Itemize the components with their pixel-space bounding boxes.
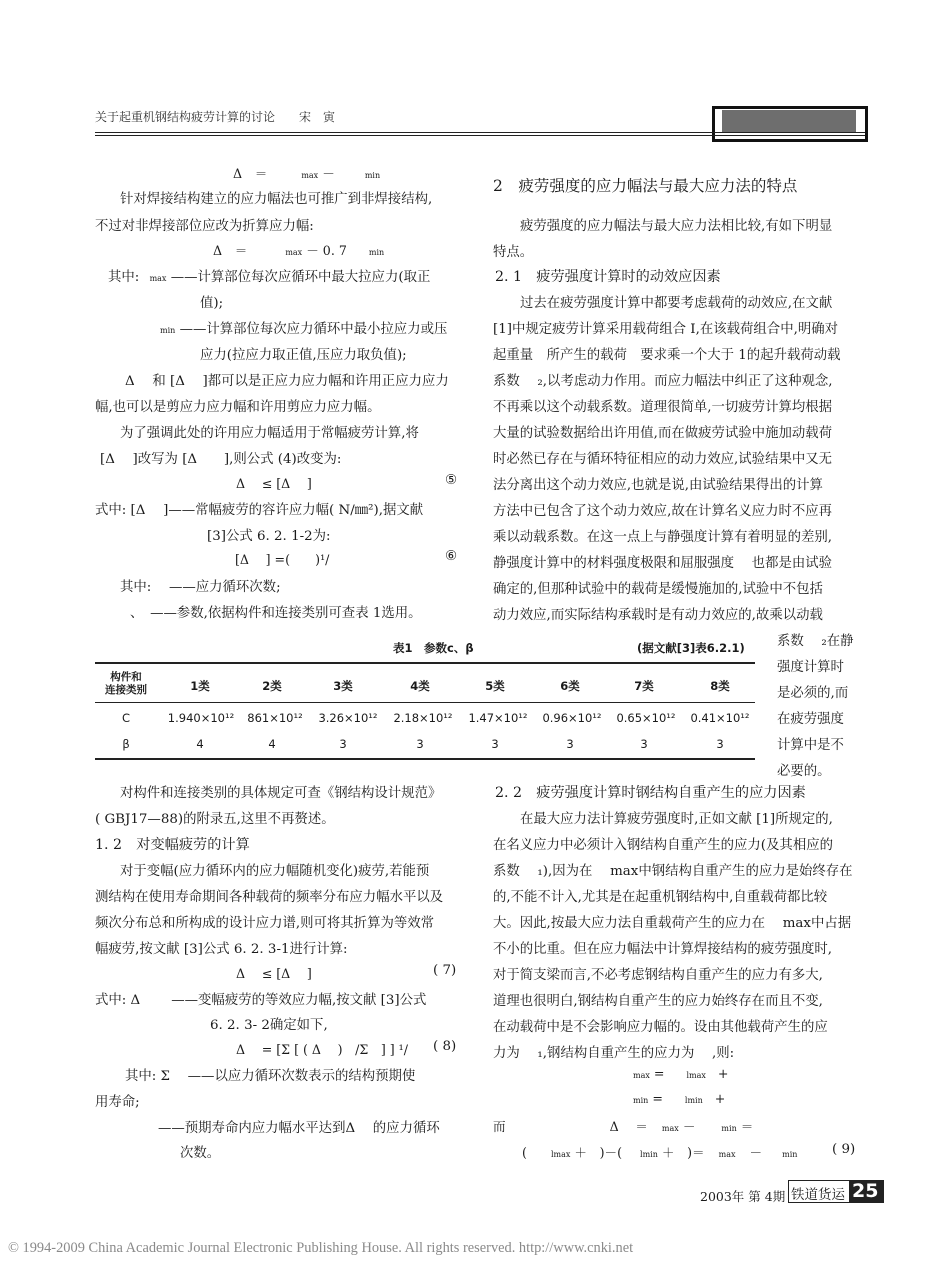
- wrap-line: 必要的。: [777, 764, 831, 779]
- paragraph-line: 在名义应力中必须计入钢结构自重产生的应力(及其相应的: [493, 838, 833, 853]
- formula-part: － 0. 7: [306, 243, 347, 258]
- table-cell: 0.96×10¹²: [542, 711, 602, 725]
- subscript: min: [633, 1096, 649, 1105]
- paragraph-line: 静强度计算中的材料强度极限和屈服强度 也都是由试验: [493, 556, 833, 571]
- where-line: 次数。: [180, 1146, 221, 1161]
- subscript: max: [661, 1124, 679, 1133]
- formula-part: ＋ )－(: [574, 1145, 622, 1160]
- table-cell: 3: [716, 737, 724, 751]
- paragraph-line: 确定的,但那种试验中的载荷是缓慢施加的,试验中不包括: [493, 582, 823, 597]
- subscript: min: [364, 171, 381, 180]
- paragraph-line: [1]中规定疲劳计算采用载荷组合 I,在该载荷组合中,明确对: [493, 322, 839, 337]
- table-header-cell: 构件和 连接类别: [105, 671, 147, 696]
- paragraph-line: 系数 ₂,以考虑动力作用。而应力幅法中纠正了这种观念,: [493, 374, 833, 389]
- where-line: [3]公式 6. 2. 1-2为:: [207, 529, 331, 544]
- equation-number: ⑥: [445, 549, 458, 564]
- formula-part: +: [714, 1091, 726, 1106]
- paragraph-line: 时必然已存在与循环特征相应的动力效应,试验结果中又无: [493, 452, 833, 467]
- table-header-rule: [95, 702, 755, 703]
- where-line: 式中: Δ ——变幅疲劳的等效应力幅,按文献 [3]公式: [95, 993, 427, 1008]
- formula-part: －: [682, 1119, 696, 1134]
- definition-text: 值);: [200, 296, 224, 311]
- formula-part: (: [522, 1145, 527, 1160]
- subscript: lmin: [640, 1150, 658, 1159]
- paragraph-line: 过去在疲劳强度计算中都要考虑载荷的动效应,在文献: [520, 296, 833, 311]
- paragraph-line: 的,不能不计入,尤其是在起重机钢结构中,自重载荷都比较: [493, 890, 828, 905]
- paragraph-line: 在动载荷中是不会影响应力幅的。设由其他载荷产生的应: [493, 1020, 828, 1035]
- subscript: max: [718, 1150, 736, 1159]
- running-header: 关于起重机钢结构疲劳计算的讨论 宋 寅: [95, 110, 336, 124]
- table-row-label: C: [121, 711, 131, 725]
- paragraph-line: 法分离出这个动力效应,也就是说,由试验结果得出的计算: [493, 478, 823, 493]
- equation-number: ⑤: [445, 473, 458, 488]
- table-cell: 1.940×10¹²: [167, 711, 235, 725]
- where-line: 用寿命;: [95, 1095, 140, 1110]
- table-cell: 4: [268, 737, 276, 751]
- where-line: 、 ——参数,依据构件和连接类别可查表 1选用。: [130, 606, 422, 621]
- formula-5: Δ ≤ [Δ ]: [236, 476, 312, 491]
- paragraph-line: 幅,也可以是剪应力应力幅和许用剪应力应力幅。: [95, 400, 381, 415]
- wrap-line: 强度计算时: [777, 660, 844, 675]
- paragraph-line: Δ 和 [Δ ]都可以是正应力应力幅和许用正应力应力: [125, 374, 449, 389]
- equation-sigma-max: [633, 1066, 728, 1081]
- paragraph-line: 大量的试验数据给出许用值,而在做疲劳试验中施加动载荷: [493, 426, 833, 441]
- table-cell: 3: [566, 737, 574, 751]
- where-label: 其中:: [108, 270, 140, 285]
- table-header-cell: 8类: [710, 679, 730, 693]
- table-cell: 0.41×10¹²: [690, 711, 750, 725]
- formula-converted-range: [213, 240, 384, 259]
- header-rule-double: [95, 135, 865, 136]
- header-decoration-fill: [722, 110, 856, 133]
- where-line: 式中: [Δ ]——常幅疲劳的容许应力幅( N/㎜²),据文献: [95, 503, 424, 518]
- table-header-cell: 7类: [634, 679, 654, 693]
- page-number: 25: [852, 1180, 879, 1202]
- paragraph-line: 动力效应,而实际结构承载时是有动力效应的,故乘以动载: [493, 608, 823, 623]
- equation-number: ( 8): [433, 1039, 457, 1054]
- wrap-line: 是必须的,而: [777, 686, 849, 701]
- formula-part: =: [653, 1066, 665, 1081]
- subscript: max: [285, 248, 303, 257]
- formula-part: ＋ )＝: [661, 1145, 705, 1160]
- section-heading: 1. 2 对变幅疲劳的计算: [95, 837, 250, 853]
- table-cell: 3: [339, 737, 347, 751]
- paragraph-line: 力为 ₁,钢结构自重产生的应力为 ,则:: [493, 1046, 735, 1061]
- paragraph-line: 特点。: [493, 245, 534, 260]
- table-cell: 861×10¹²: [247, 711, 303, 725]
- table-header-cell: 4类: [410, 679, 430, 693]
- table-cell: 3: [491, 737, 499, 751]
- definition-text: 应力(拉应力取正值,压应力取负值);: [200, 348, 407, 363]
- subscript: min: [160, 326, 176, 335]
- formula-part: Δ ＝: [609, 1119, 648, 1134]
- table-source: (据文献[3]表6.2.1): [637, 641, 745, 655]
- wrap-line: 计算中是不: [777, 738, 844, 753]
- paragraph-line: 起重量 所产生的载荷 要求乘一个大于 1的起升载荷动载: [493, 348, 841, 363]
- formula-part: =: [652, 1091, 663, 1106]
- subscript: max: [301, 171, 319, 180]
- formula-8: Δ = [Σ [ ( Δ ) /Σ ] ] ¹/: [236, 1042, 408, 1057]
- paragraph-line: 乘以动载系数。在这一点上与静强度计算有着明显的差别,: [493, 530, 833, 545]
- paragraph-line: 不再乘以这个动载系数。道理很简单,一切疲劳计算均根据: [493, 400, 833, 415]
- paragraph-line: 不小的比重。但在应力幅法中计算焊接结构的疲劳强度时,: [493, 942, 833, 957]
- table-header-cell: 3类: [333, 679, 353, 693]
- section-heading: 2. 1 疲劳强度计算时的动效应因素: [495, 269, 721, 285]
- wrap-line: 系数 ₂在静: [777, 634, 854, 649]
- paragraph-line: 不过对非焊接部位应改为折算应力幅:: [95, 219, 314, 234]
- paragraph-line: 系数 ₁),因为在 max中钢结构自重产生的应力是始终存在: [493, 864, 853, 879]
- equation-9: [522, 1142, 797, 1161]
- table-header-cell: 1类: [190, 679, 210, 693]
- paragraph-line: 方法中已包含了这个动力效应,故在计算名义应力时不应再: [493, 504, 833, 519]
- section-heading: 2 疲劳强度的应力幅法与最大应力法的特点: [493, 177, 798, 195]
- equation-number: ( 7): [433, 963, 457, 978]
- table-cell: 2.18×10¹²: [393, 711, 453, 725]
- header-rule: [95, 132, 865, 133]
- table-caption: 表1 参数c、β: [393, 641, 474, 655]
- table-cell: 0.65×10¹²: [616, 711, 676, 725]
- formula-part: Δ ＝: [213, 243, 248, 258]
- paragraph-line: 幅疲劳,按文献 [3]公式 6. 2. 3-1进行计算:: [95, 942, 348, 957]
- paragraph-line: 对构件和连接类别的具体规定可查《钢结构设计规范》: [120, 786, 442, 801]
- paragraph-line: 针对焊接结构建立的应力幅法也可推广到非焊接结构,: [120, 192, 433, 207]
- paragraph-line: 对于简支梁而言,不必考虑钢结构自重产生的应力有多大,: [493, 968, 823, 983]
- formula-part: +: [717, 1066, 729, 1081]
- subscript: max: [149, 274, 167, 283]
- paragraph-line: 为了强调此处的许用应力幅适用于常幅疲劳计算,将: [120, 426, 419, 441]
- where-line: [108, 266, 430, 285]
- formula-6: [Δ ] =( )¹/: [235, 552, 330, 567]
- table-header-cell: 5类: [485, 679, 505, 693]
- wrap-line: 在疲劳强度: [777, 712, 844, 727]
- copyright-line: © 1994-2009 China Academic Journal Electronic Publishing House. All rights reserved. http://www.cnki.net: [8, 1240, 634, 1256]
- table-cell: 3: [640, 737, 648, 751]
- formula-part: －: [322, 166, 335, 181]
- definition-text: ——计算部位每次应力循环中最小拉应力或压: [179, 322, 448, 337]
- table-cell: 3.26×10¹²: [318, 711, 378, 725]
- paragraph-line: ( GBJ17—88)的附录五,这里不再赘述。: [95, 812, 335, 827]
- paragraph-line: 对于变幅(应力循环内的应力幅随机变化)疲劳,若能预: [120, 864, 430, 879]
- table-cell: 3: [416, 737, 424, 751]
- where-line: 其中: Σ ——以应力循环次数表示的结构预期使: [125, 1069, 416, 1084]
- issue-label: 2003年 第 4期: [700, 1189, 786, 1204]
- where-line: 6. 2. 3- 2确定如下,: [210, 1018, 328, 1033]
- paragraph-line: 测结构在使用寿命期间各种载荷的频率分布应力幅水平以及: [95, 890, 444, 905]
- table-header-cell: 2类: [262, 679, 282, 693]
- subscript: min: [721, 1124, 737, 1133]
- where-line: [160, 318, 447, 337]
- equation-sigma-min: [633, 1091, 725, 1106]
- paragraph-line: 大。因此,按最大应力法自重载荷产生的应力在 max中占据: [493, 916, 852, 931]
- table-row-label: β: [122, 737, 130, 751]
- subscript: lmax: [686, 1071, 706, 1080]
- subscript: max: [633, 1071, 650, 1080]
- table-top-rule: [95, 662, 755, 664]
- subscript: lmax: [550, 1150, 571, 1159]
- where-line: 其中: ——应力循环次数;: [120, 580, 281, 595]
- equation-number: ( 9): [832, 1142, 856, 1157]
- formula-part: －: [749, 1145, 763, 1160]
- equation-delta: [493, 1116, 753, 1135]
- subscript: min: [368, 248, 385, 257]
- definition-text: ——计算部位每次应循环中最大拉应力(取正: [170, 270, 431, 285]
- table-bottom-rule: [95, 758, 755, 760]
- where-line: ——预期寿命内应力幅水平达到Δ 的应力循环: [158, 1121, 440, 1136]
- subscript: lmin: [684, 1096, 703, 1105]
- formula-part: Δ ＝: [233, 166, 268, 181]
- section-heading: 2. 2 疲劳强度计算时钢结构自重产生的应力因素: [495, 785, 806, 801]
- formula-part: ＝: [740, 1119, 754, 1134]
- formula-part: 而: [493, 1119, 506, 1134]
- paragraph-line: 频次分布总和所构成的设计应力谱,则可将其折算为等效常: [95, 916, 435, 931]
- journal-name: 铁道货运: [791, 1187, 845, 1203]
- paragraph-line: 疲劳强度的应力幅法与最大应力法相比较,有如下明显: [520, 219, 833, 234]
- paragraph-line: [Δ ]改写为 [Δ ],则公式 (4)改变为:: [100, 452, 342, 467]
- paragraph-line: 在最大应力法计算疲劳强度时,正如文献 [1]所规定的,: [520, 812, 833, 827]
- table-header-cell: 6类: [560, 679, 580, 693]
- table-cell: 4: [196, 737, 204, 751]
- formula-7: Δ ≤ [Δ ]: [236, 966, 312, 981]
- subscript: min: [782, 1150, 798, 1159]
- table-cell: 1.47×10¹²: [468, 711, 528, 725]
- formula-stress-range: [233, 163, 380, 182]
- paragraph-line: 道理也很明白,钢结构自重产生的应力始终存在而且不变,: [493, 994, 823, 1009]
